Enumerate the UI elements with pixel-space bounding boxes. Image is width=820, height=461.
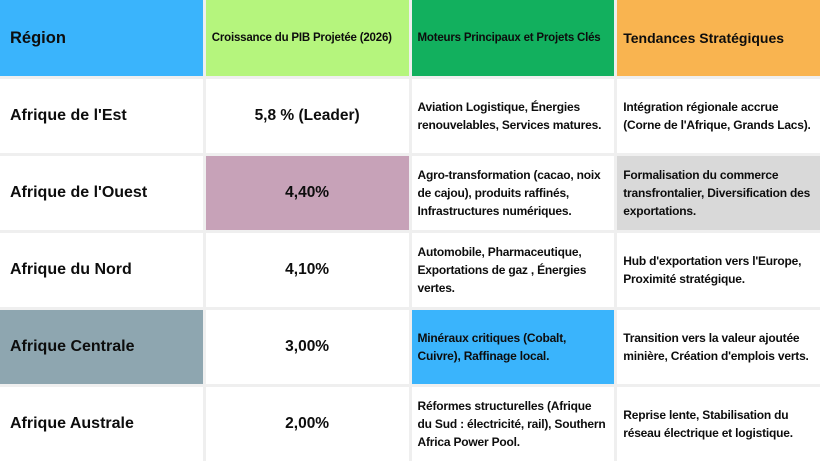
cell-region: Afrique de l'Ouest: [0, 156, 203, 230]
cell-drivers: Réformes structurelles (Afrique du Sud : électricité, rail), Southern Africa Power Pool.: [412, 387, 615, 461]
cell-drivers: Minéraux critiques (Cobalt, Cuivre), Raffinage local.: [412, 310, 615, 384]
header-gdp-growth: Croissance du PIB Projetée (2026): [206, 0, 409, 76]
header-strategic-trends: Tendances Stratégiques: [617, 0, 820, 76]
cell-region: Afrique du Nord: [0, 233, 203, 307]
cell-trends: Hub d'exportation vers l'Europe, Proximité stratégique.: [617, 233, 820, 307]
cell-region: Afrique de l'Est: [0, 79, 203, 153]
cell-trends: Formalisation du commerce transfrontalier, Diversification des exportations.: [617, 156, 820, 230]
cell-growth: 4,40%: [206, 156, 409, 230]
cell-growth: 2,00%: [206, 387, 409, 461]
cell-trends: Intégration régionale accrue (Corne de l'Afrique, Grands Lacs).: [617, 79, 820, 153]
cell-trends: Transition vers la valeur ajoutée minière, Création d'emplois verts.: [617, 310, 820, 384]
cell-drivers: Aviation Logistique, Énergies renouvelables, Services matures.: [412, 79, 615, 153]
cell-growth: 3,00%: [206, 310, 409, 384]
cell-drivers: Agro-transformation (cacao, noix de cajou), produits raffinés, Infrastructures numériques.: [412, 156, 615, 230]
cell-growth: 4,10%: [206, 233, 409, 307]
header-drivers-projects: Moteurs Principaux et Projets Clés: [412, 0, 615, 76]
cell-drivers: Automobile, Pharmaceutique, Exportations de gaz , Énergies vertes.: [412, 233, 615, 307]
cell-trends: Reprise lente, Stabilisation du réseau électrique et logistique.: [617, 387, 820, 461]
cell-region: Afrique Australe: [0, 387, 203, 461]
header-region: Région: [0, 0, 203, 76]
cell-region: Afrique Centrale: [0, 310, 203, 384]
cell-growth: 5,8 % (Leader): [206, 79, 409, 153]
